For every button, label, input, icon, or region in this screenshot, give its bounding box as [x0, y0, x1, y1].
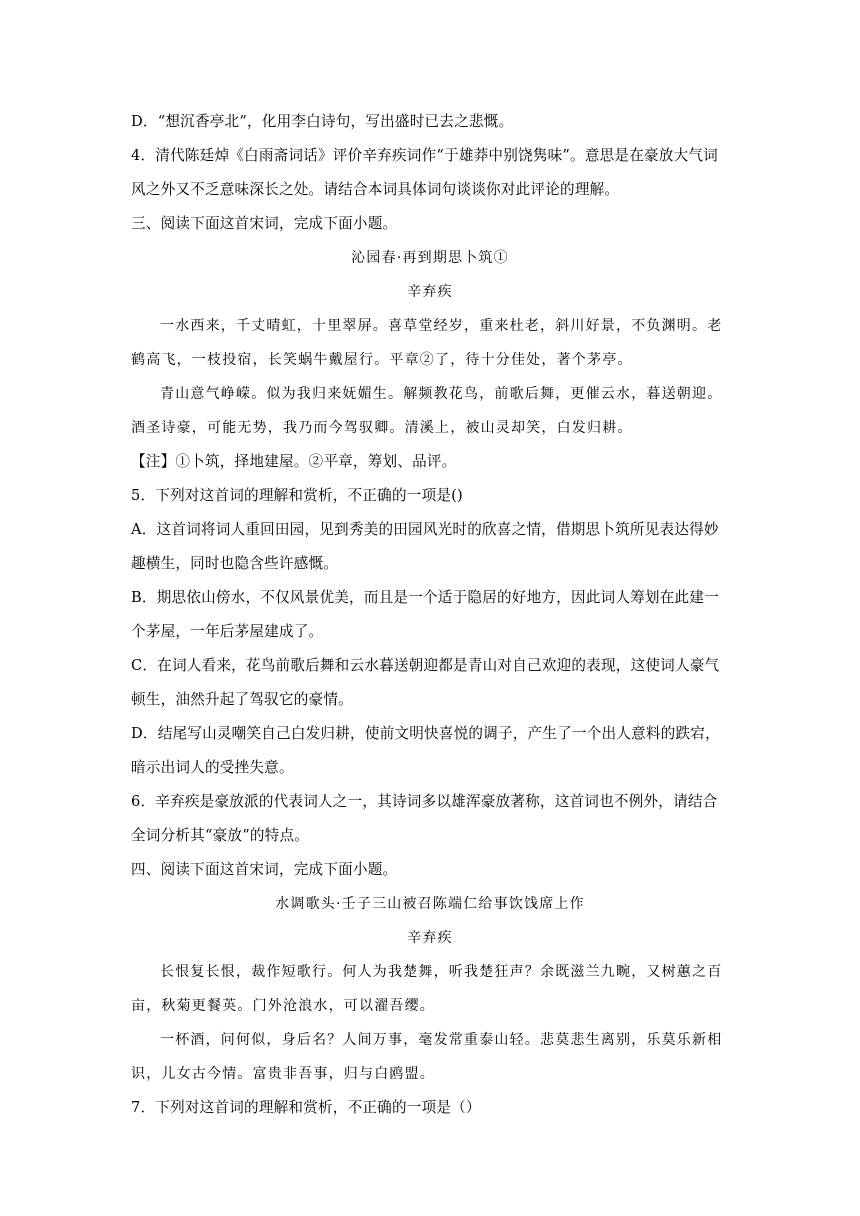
poem-2-author: 辛弃疾: [407, 930, 453, 946]
poem-1-notes: 【注】①卜筑，择地建屋。②平章，筹划、品评。: [131, 453, 457, 470]
poem-1-title: 沁园春·再到期思卜筑①: [351, 250, 509, 266]
option-c-line-2: 顿生，油然升起了驾驭它的豪情。: [131, 691, 353, 708]
poem-1-author: 辛弃疾: [407, 284, 453, 300]
question-5-stem: 5．下列对这首词的理解和赏析，不正确的一项是(): [131, 487, 463, 504]
option-d-q3: D．“想沉香亭北”，化用李白诗句，写出盛时已去之悲慨。: [131, 113, 514, 130]
question-6-line-2: 全词分析其“豪放”的特点。: [131, 827, 310, 844]
option-d-line-1: D．结尾写山灵嘲笑自己白发归耕，使前文明快喜悦的调子，产生了一个出人意料的跌宕，: [131, 725, 720, 742]
poem-2-line-1: 长恨复长恨，裁作短歌行。何人为我楚舞，听我楚狂声？余既滋兰九畹，又树蕙之百: [160, 964, 723, 980]
poem-1-line-3: 青山意气峥嵘。似为我归来妩媚生。解频教花鸟，前歌后舞，更催云水，暮送朝迎。: [160, 386, 723, 402]
option-c-line-1: C．在词人看来，花鸟前歌后舞和云水暮送朝迎都是青山对自己欢迎的表现，这使词人豪气: [131, 657, 720, 674]
option-d-line-2: 暗示出词人的受挫失意。: [131, 759, 294, 776]
option-b-line-1: B．期思依山傍水，不仅风景优美，而且是一个适于隐居的好地方，因此词人筹划在此建一: [131, 589, 719, 606]
poem-1-line-1: 一水西来，千丈晴虹，十里翠屏。喜草堂经岁，重来杜老，斜川好景，不负渊明。老: [160, 318, 723, 334]
option-a-line-2: 趣横生，同时也隐含些许感慨。: [131, 555, 339, 572]
option-b-line-2: 个茅屋，一年后茅屋建成了。: [131, 623, 324, 640]
poem-2-line-3: 一杯酒，问何似，身后名？人间万事，毫发常重泰山轻。悲莫悲生离别，乐莫乐新相: [160, 1032, 723, 1048]
section-3-heading: 三、阅读下面这首宋词，完成下面小题。: [131, 215, 398, 232]
question-4-line-2: 风之外又不乏意味深长之处。请结合本词具体词句谈谈你对此评论的理解。: [131, 181, 620, 198]
option-a-line-1: A．这首词将词人重回田园，见到秀美的田园风光时的欣喜之情，借期思卜筑所见表达得妙: [131, 521, 719, 538]
poem-1-line-2: 鹤高飞，一枝投宿，长笑蜗牛戴屋行。平章②了，待十分佳处，著个茅亭。: [131, 352, 633, 368]
section-4-heading: 四、阅读下面这首宋词，完成下面小题。: [131, 861, 398, 878]
poem-1-line-4: 酒圣诗豪，可能无势，我乃而今驾驭卿。清溪上，被山灵却笑，白发归耕。: [131, 420, 633, 436]
poem-2-line-2: 亩，秋菊更餐英。门外沧浪水，可以濯吾缨。: [131, 998, 435, 1014]
question-6-line-1: 6．辛弃疾是豪放派的代表词人之一，其诗词多以雄浑豪放著称，这首词也不例外，请结合: [131, 793, 718, 810]
question-7-stem: 7．下列对这首词的理解和赏析，不正确的一项是（）: [131, 1099, 481, 1116]
poem-2-line-4: 识，儿女古今情。富贵非吾事，归与白鸥盟。: [131, 1066, 435, 1082]
poem-2-title: 水调歌头·壬子三山被召陈端仁给事饮饯席上作: [275, 896, 585, 912]
question-4-line-1: 4．清代陈廷焯《白雨斋词话》评价辛弃疾词作“于雄莽中别饶隽味”。意思是在豪放大气词: [131, 147, 718, 164]
